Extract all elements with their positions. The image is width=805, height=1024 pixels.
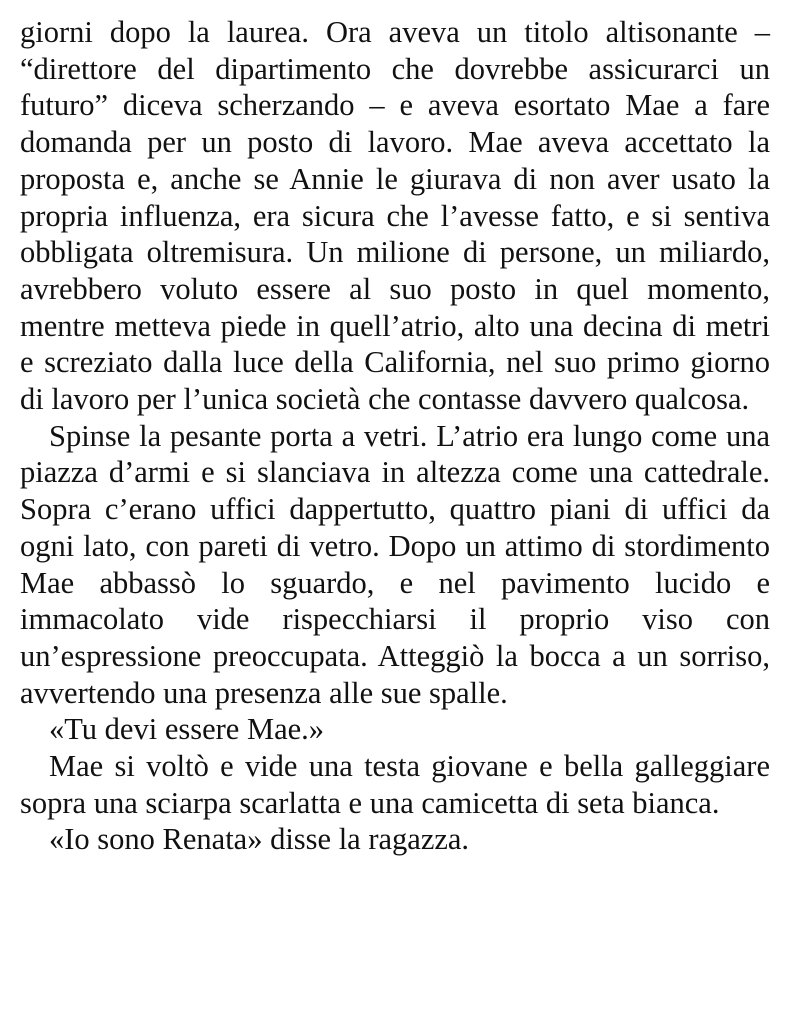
dialogue-greeting: «Tu devi essere Mae.» — [49, 712, 325, 747]
paragraph-atrium: Spinse la pesante porta a vetri. L’atrio era lungo come una piazza d’armi e si slanciava in altezza come una cattedrale. Sopra c’erano uffici dappertutto, quattro piani di uffici da ogni lato, con pareti di vetro. Dopo un attimo di stordimento Mae abbassò lo sguardo, e nel pavimento lucido e immacolato vide rispecchiarsi il proprio viso con un’espressione preoccupata. Atteggiò la bocca a un sorriso, avvertendo una presenza alle sue spalle. — [20, 418, 770, 710]
book-page — [20, 14, 770, 858]
paragraph-mae-turns: Mae si voltò e vide una testa giovane e bella galleggiare sopra una sciarpa scarlatta e una camicetta di seta bianca. — [20, 749, 770, 820]
paragraph-continuation: giorni dopo la laurea. Ora aveva un titolo altisonante – “direttore del dipartimento che dovrebbe assicurarci un futuro” diceva scherzando – e aveva esortato Mae a fare domanda per un posto di lavoro. Mae aveva accettato la proposta e, anche se Annie le giurava di non aver usato la propria influenza, era sicura che l’avesse fatto, e si sentiva obbligata oltremisura. Un milione di persone, un miliardo, avrebbero voluto essere al suo posto in quel momento, mentre metteva piede in quell’atrio, alto una decina di metri e screziato dalla luce della California, nel suo primo giorno di lavoro per l’unica società che contasse davvero qualcosa. — [20, 15, 770, 417]
dialogue-renata: «Io sono Renata» disse la ragazza. — [49, 822, 470, 857]
